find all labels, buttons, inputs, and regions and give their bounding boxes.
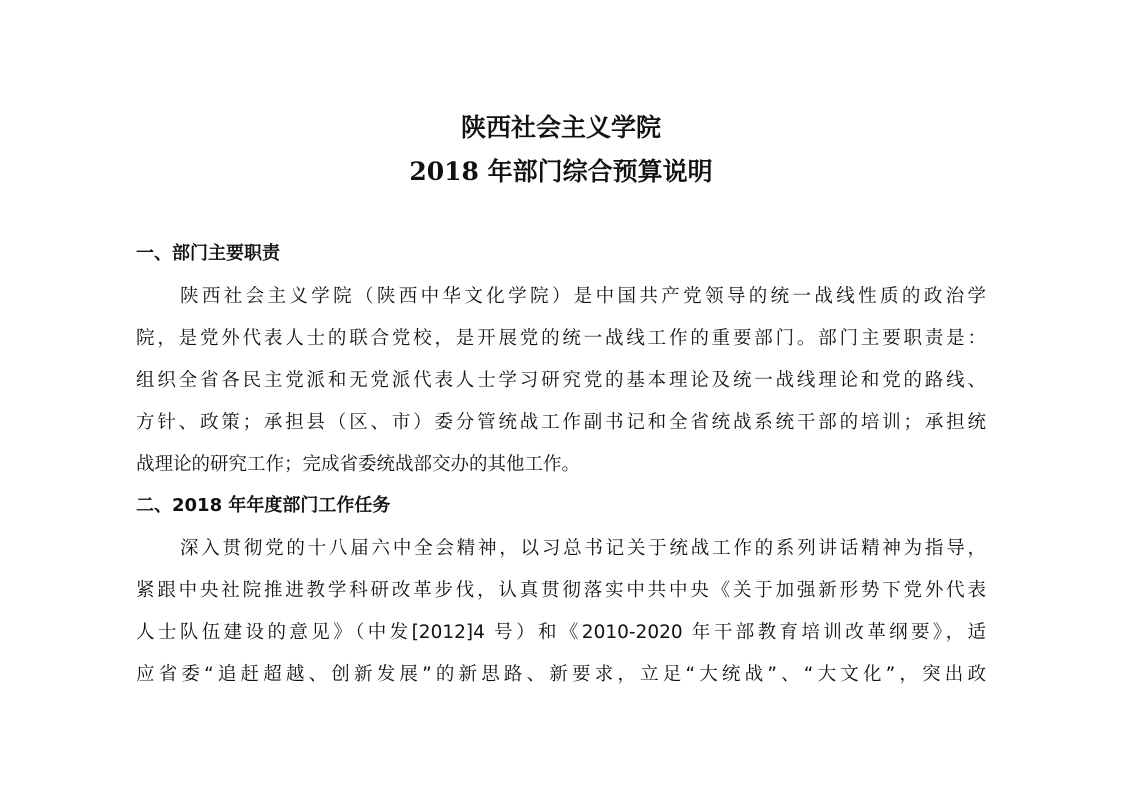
paragraph-line: 深入贯彻党的十八届六中全会精神，以习总书记关于统战工作的系列讲话精神为指导， — [180, 538, 986, 559]
section-body-tasks — [136, 528, 986, 696]
section-heading-tasks: 二、2018 年年度部门工作任务 — [136, 495, 391, 516]
paragraph-line: 方针、政策；承担县（区、市）委分管统战工作副书记和全省统战系统干部的培训；承担统 — [136, 412, 986, 433]
paragraph-line: 紧跟中央社院推进教学科研改革步伐，认真贯彻落实中共中央《关于加强新形势下党外代表 — [136, 580, 986, 601]
paragraph-line: 战理论的研究工作；完成省委统战部交办的其他工作。 — [136, 454, 581, 475]
paragraph-line: 人士队伍建设的意见》（中发[2012]4 号）和《2010-2020 年干部教育培训改革纲要》，适 — [136, 622, 986, 643]
paragraph-line: 组织全省各民主党派和无党派代表人士学习研究党的基本理论及统一战线理论和党的路线、 — [136, 370, 986, 391]
paragraph-line: 陕西社会主义学院（陕西中华文化学院）是中国共产党领导的统一战线性质的政治学 — [180, 286, 986, 307]
paragraph-line: 应省委“追赶超越、创新发展”的新思路、新要求，立足“大统战”、“大文化”，突出政 — [136, 664, 986, 685]
section-heading-duties: 一、部门主要职责 — [136, 243, 280, 264]
document-subtitle: 2018 年部门综合预算说明 — [409, 157, 713, 186]
document-title: 陕西社会主义学院 — [460, 113, 661, 142]
paragraph-line: 院，是党外代表人士的联合党校，是开展党的统一战线工作的重要部门。部门主要职责是： — [136, 328, 986, 349]
section-body-duties — [136, 276, 986, 486]
